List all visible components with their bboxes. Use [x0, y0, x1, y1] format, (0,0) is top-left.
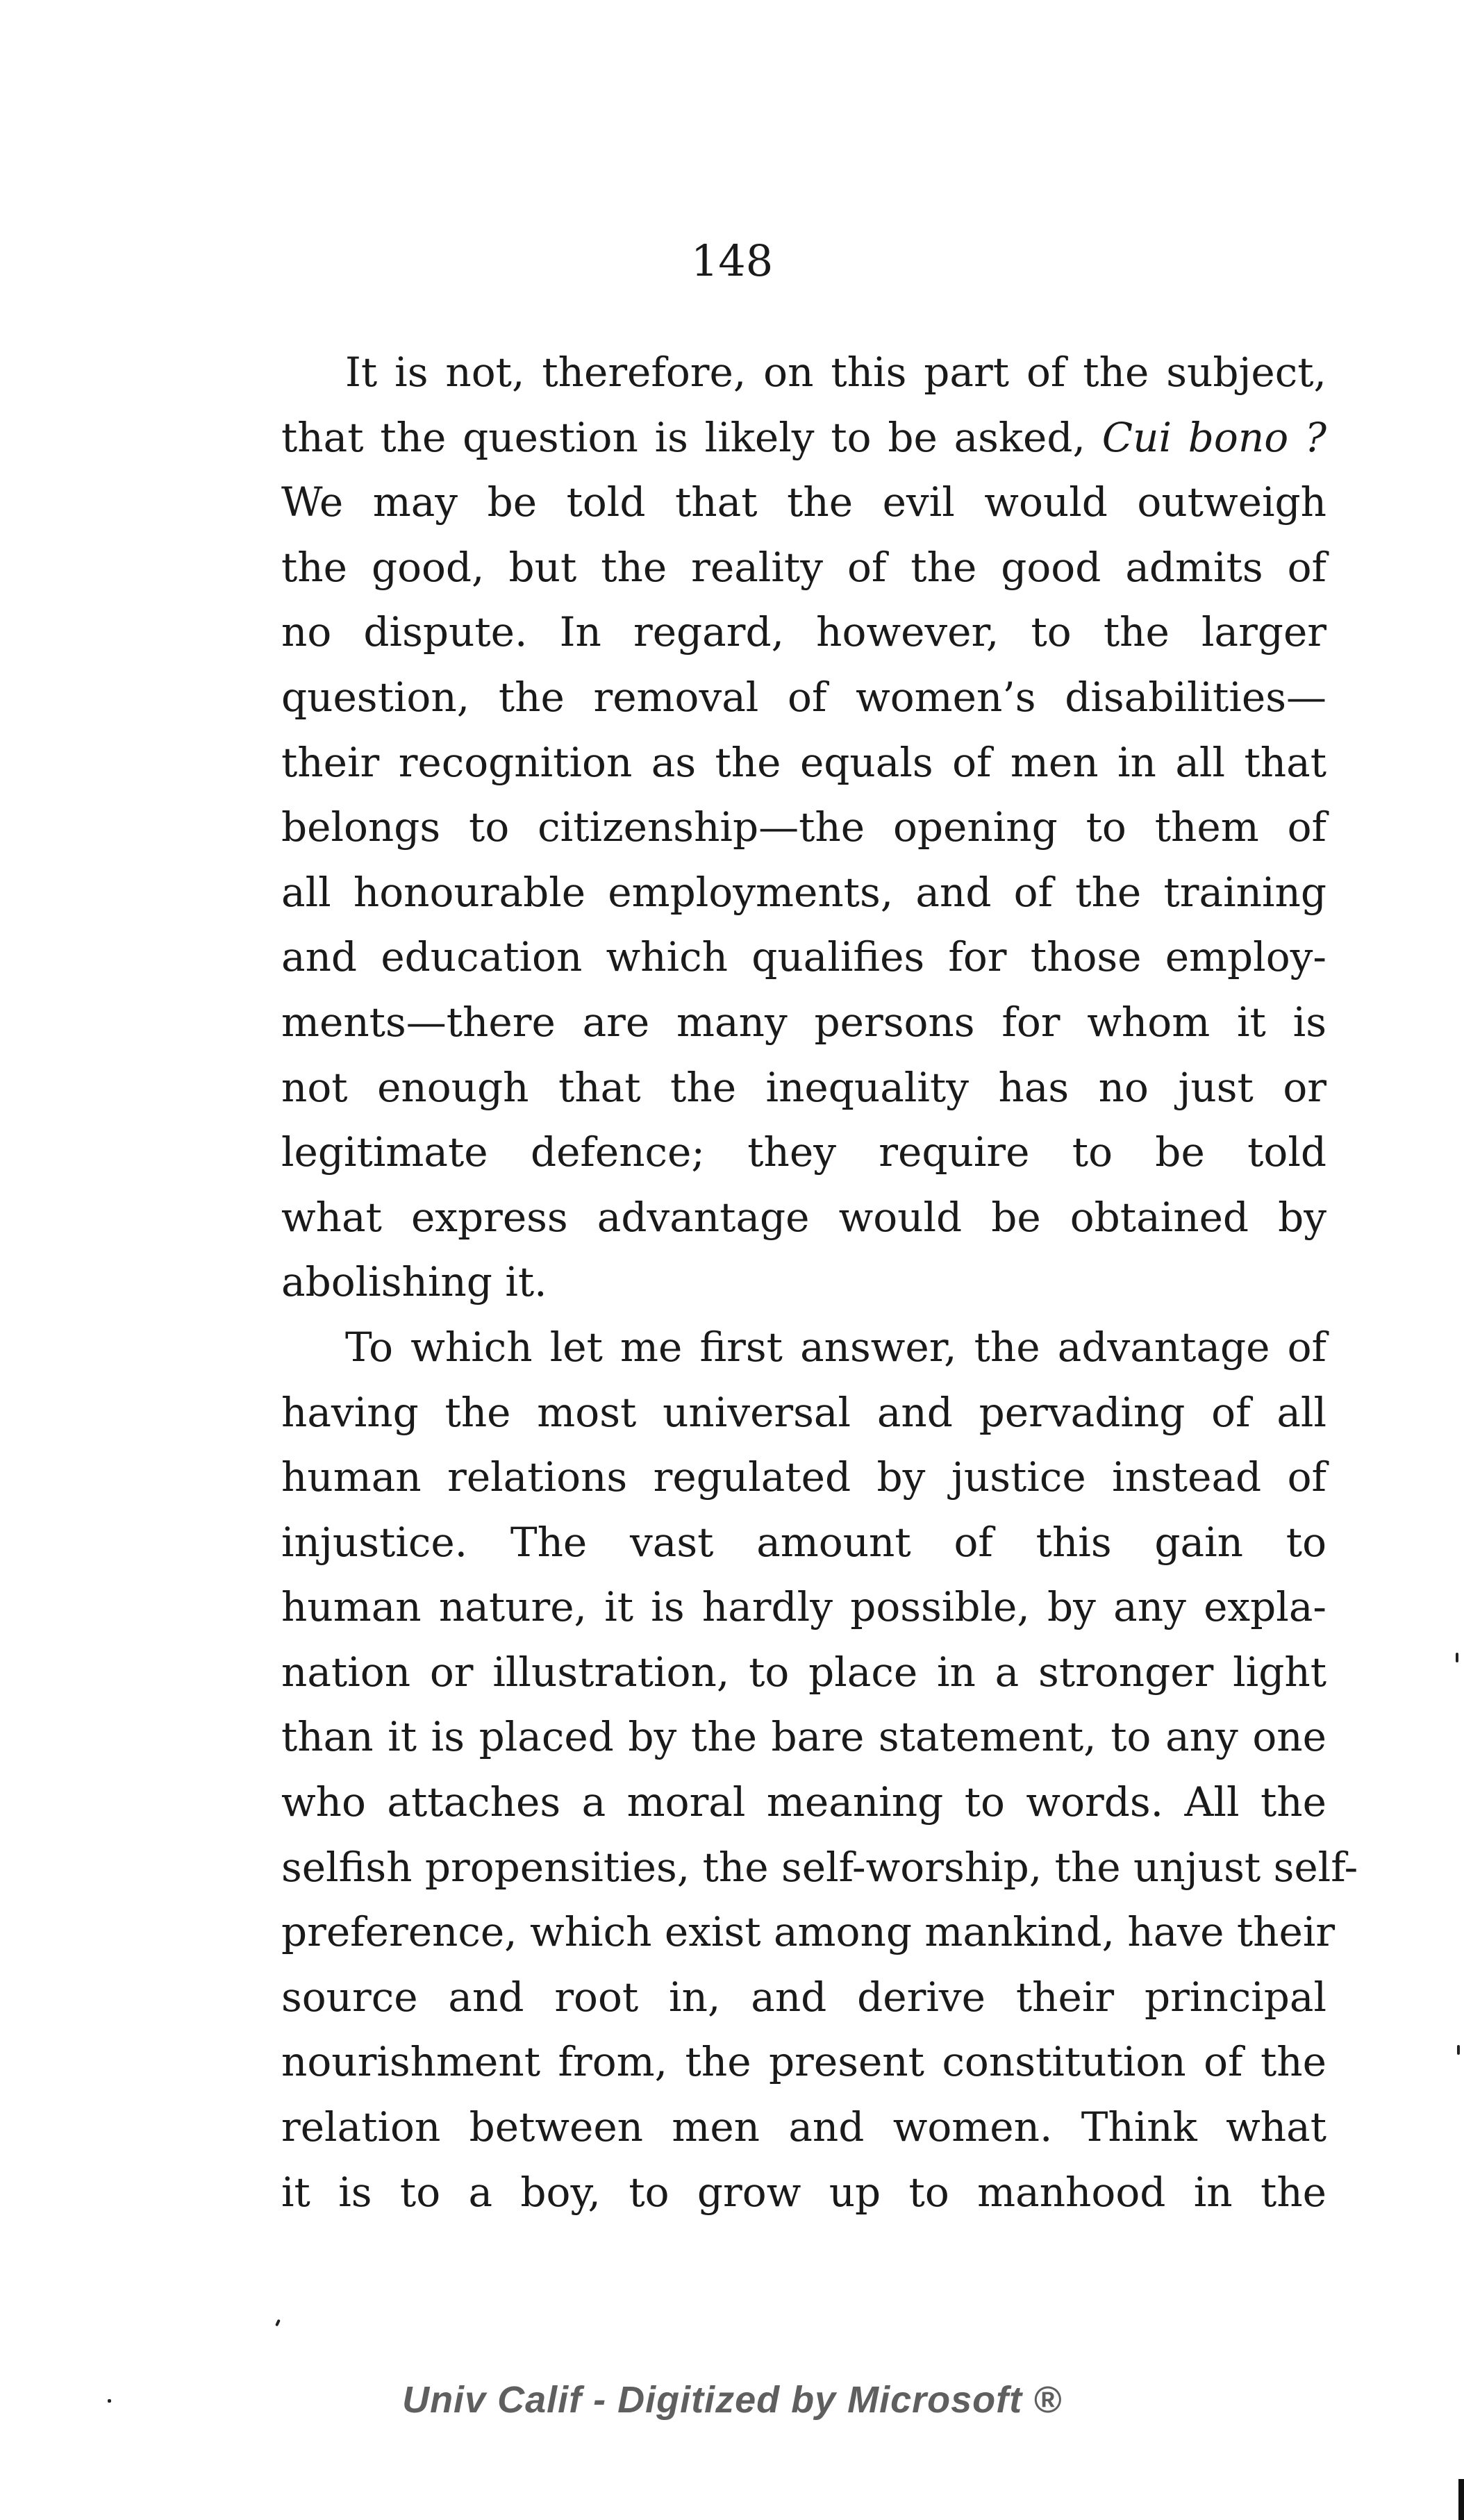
text-line	[281, 1965, 1326, 2030]
body-text	[281, 340, 1358, 2225]
text-line-content: nation or illustration, to place in a stronger light	[281, 1648, 1326, 1696]
text-line	[281, 1835, 1358, 1901]
text-line	[281, 2095, 1326, 2160]
text-line-content: selfish propensities, the self-worship, the unjust self-	[281, 1843, 1358, 1891]
text-line-content: abolishing it.	[281, 1258, 547, 1306]
text-line	[281, 860, 1326, 926]
text-line-content: what express advantage would be obtained by	[281, 1193, 1326, 1241]
text-line	[281, 925, 1326, 990]
text-line	[281, 990, 1326, 1055]
text-line-content: source and root in, and derive their principal	[281, 1973, 1326, 2021]
text-line	[281, 470, 1326, 535]
text-line-content: belongs to citizenship—the opening to them of	[281, 803, 1326, 851]
text-line-content: preference, which exist among mankind, have their	[281, 1908, 1336, 1956]
text-line-content: that the question is likely to be asked,	[281, 413, 1102, 461]
text-line	[281, 1055, 1326, 1121]
text-line	[281, 600, 1326, 665]
text-line-content: It is not, therefore, on this part of the subject,	[345, 349, 1326, 396]
text-line	[281, 340, 1326, 406]
text-line-content: To which let me first answer, the advantage of	[345, 1323, 1326, 1371]
text-line-content: ments—there are many persons for whom it is	[281, 998, 1326, 1046]
text-line	[281, 1640, 1326, 1705]
text-line	[281, 1510, 1326, 1576]
text-line-content: no dispute. In regard, however, to the larger	[281, 608, 1326, 656]
text-line	[281, 1445, 1326, 1510]
text-line	[281, 1185, 1326, 1251]
text-line	[281, 1315, 1326, 1380]
text-line	[281, 1575, 1326, 1640]
scan-speck	[1456, 1653, 1458, 1662]
text-line-content: than it is placed by the bare statement, to any one	[281, 1713, 1326, 1761]
text-line	[281, 1120, 1326, 1185]
text-line-content: nourishment from, the present constitution of the	[281, 2038, 1326, 2086]
text-line-content: relation between men and women. Think what	[281, 2103, 1326, 2151]
text-line	[281, 406, 1326, 471]
text-line	[281, 1900, 1336, 1965]
text-line-content: question, the removal of women’s disabilities—	[281, 673, 1326, 721]
text-line-content: legitimate defence; they require to be told	[281, 1128, 1326, 1176]
scan-speck	[108, 2399, 111, 2403]
text-line-content: the good, but the reality of the good admits of	[281, 543, 1326, 591]
digitization-watermark: Univ Calif - Digitized by Microsoft ®	[402, 2379, 1062, 2421]
text-line	[281, 665, 1326, 731]
scan-speck	[1457, 2045, 1460, 2055]
text-line-content: We may be told that the evil would outweigh	[281, 478, 1326, 526]
text-line-content: human relations regulated by justice instead of	[281, 1453, 1326, 1501]
text-line-content: it is to a boy, to grow up to manhood in the	[281, 2168, 1326, 2216]
text-line-content: all honourable employments, and of the training	[281, 868, 1326, 916]
text-line-content: having the most universal and pervading of all	[281, 1388, 1326, 1436]
text-line	[281, 1770, 1326, 1835]
text-line-content: their recognition as the equals of men in all that	[281, 738, 1326, 786]
text-line-content: who attaches a moral meaning to words. All the	[281, 1778, 1326, 1826]
scan-edge-mark	[1458, 2479, 1464, 2520]
text-line	[281, 1380, 1326, 1446]
text-line	[281, 2030, 1326, 2095]
text-line	[281, 2160, 1326, 2226]
text-line-content: and education which qualifies for those employ-	[281, 933, 1326, 981]
text-line	[281, 1705, 1326, 1770]
text-line	[281, 795, 1326, 860]
page-number: 148	[690, 235, 774, 286]
text-line-content: not enough that the inequality has no just or	[281, 1063, 1326, 1111]
italic-phrase: Cui bono ?	[1101, 413, 1326, 461]
text-line-content: human nature, it is hardly possible, by any expla-	[281, 1583, 1326, 1631]
text-line	[281, 731, 1326, 796]
text-line	[281, 535, 1326, 601]
text-line-content: injustice. The vast amount of this gain to	[281, 1518, 1326, 1566]
text-line	[281, 1250, 1326, 1315]
scan-speck	[275, 2319, 281, 2327]
